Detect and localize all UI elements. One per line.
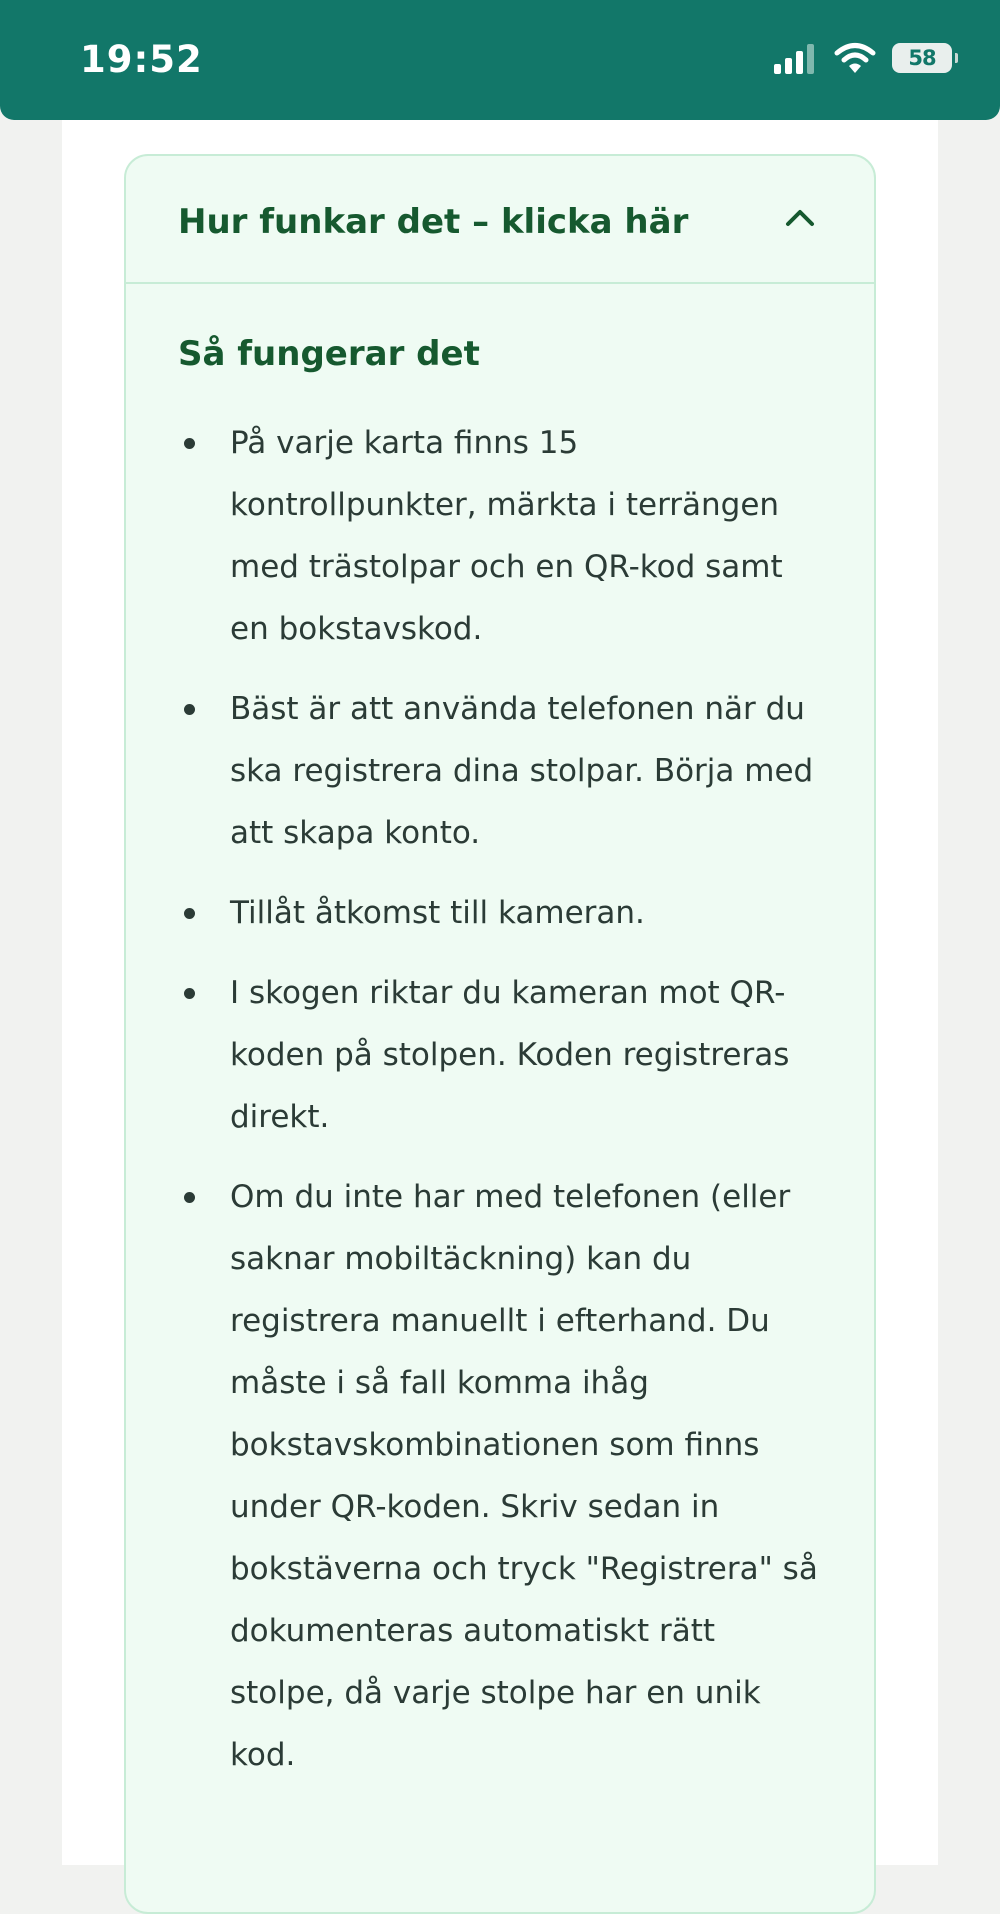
list-item [178, 412, 822, 660]
bullet-icon [184, 438, 195, 449]
status-icons [774, 42, 952, 74]
accordion-body [126, 284, 874, 1786]
list-item [178, 962, 822, 1148]
how-it-works-accordion [124, 154, 876, 1914]
list-item [178, 678, 822, 864]
accordion-title[interactable]: Hur funkar det – klicka här [178, 202, 689, 242]
battery-level: 58 [908, 46, 936, 70]
list-item-text: Tillåt åtkomst till kameran. [230, 895, 645, 931]
list-item-text: Om du inte har med telefonen (eller saknar mobiltäckning) kan du registrera manuellt i efterhand. Du måste i så fall komma ihåg bokstavskombinationen som finns under QR-koden. Skriv sedan in bokstäverna och tryck "Registrera" så dokumenteras automatiskt rätt stolpe, då varje stolpe har en unik kod. [230, 1179, 818, 1773]
bullet-icon [184, 704, 195, 715]
page-content [62, 120, 938, 1865]
section-title: Så fungerar det [178, 334, 480, 374]
info-list [178, 412, 822, 1786]
signal-icon [774, 42, 818, 74]
bullet-icon [184, 908, 195, 919]
list-item-text: I skogen riktar du kameran mot QR-koden på stolpen. Koden registreras direkt. [230, 975, 790, 1135]
battery-icon [892, 43, 952, 73]
list-item-text: Bäst är att använda telefonen när du ska registrera dina stolpar. Börja med att skapa konto. [230, 691, 814, 851]
accordion-header[interactable] [126, 156, 874, 284]
bullet-icon [184, 988, 195, 999]
status-bar [0, 0, 1000, 120]
list-item-text: På varje karta finns 15 kontrollpunkter, märkta i terrängen med trästolpar och en QR-kod samt en bokstavskod. [230, 425, 783, 647]
list-item [178, 1166, 822, 1786]
status-time: 19:52 [80, 38, 203, 81]
bullet-icon [184, 1192, 195, 1203]
wifi-icon [834, 42, 876, 74]
chevron-up-icon[interactable] [782, 200, 818, 236]
list-item [178, 882, 822, 944]
